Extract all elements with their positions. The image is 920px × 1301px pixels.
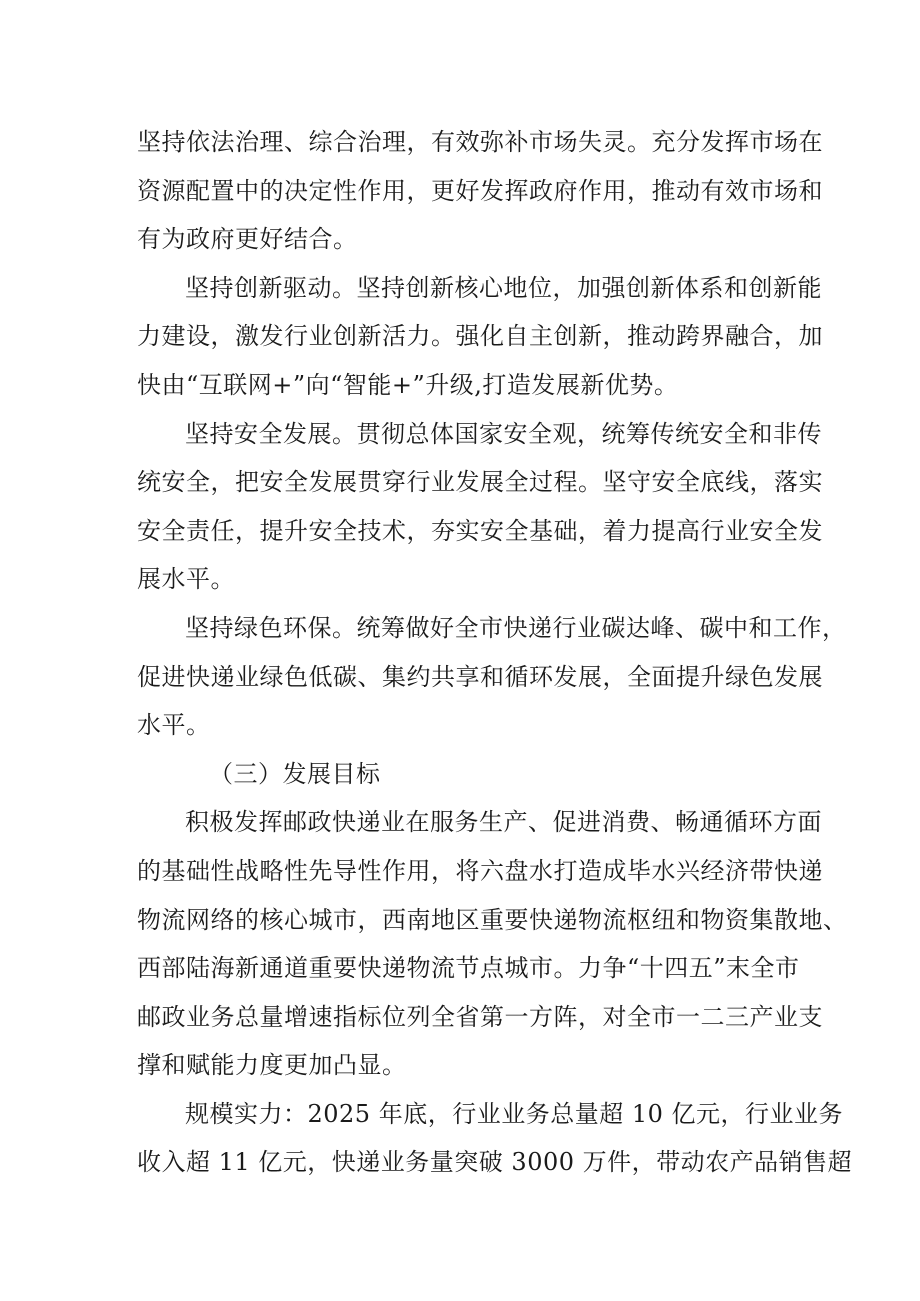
text-line: 资源配置中的决定性作用，更好发挥政府作用，推动有效市场和	[137, 176, 823, 205]
text-line: 邮政业务总量增速指标位列全省第一方阵，对全市一二三产业支	[137, 1002, 823, 1031]
paragraph-start-line: 坚持安全发展。贯彻总体国家安全观，统筹传统安全和非传	[185, 419, 822, 448]
document-body	[137, 118, 853, 1187]
text-line: 西部陆海新通道重要快递物流节点城市。力争“十四五”末全市	[137, 954, 800, 983]
text-line: 有为政府更好结合。	[137, 225, 358, 254]
paragraph-start-line: 坚持创新驱动。坚持创新核心地位，加强创新体系和创新能	[185, 273, 822, 302]
text-line: 安全责任，提升安全技术，夯实安全基础，着力提高行业安全发	[137, 516, 823, 545]
text-line: 水平。	[137, 711, 211, 740]
paragraph-start-line: 规模实力：2025 年底，行业业务总量超 10 亿元，行业业务	[185, 1099, 844, 1128]
text-line: 展水平。	[137, 565, 235, 594]
text-line: 的基础性战略性先导性作用，将六盘水打造成毕水兴经济带快递	[137, 856, 823, 885]
text-line: 促进快递业绿色低碳、集约共享和循环发展，全面提升绿色发展	[137, 662, 823, 691]
text-line: 收入超 11 亿元，快递业务量突破 3000 万件，带动农产品销售超	[137, 1148, 853, 1177]
text-line: 撑和赋能力度更加凸显。	[137, 1051, 407, 1080]
text-line: 力建设，激发行业创新活力。强化自主创新，推动跨界融合，加	[137, 322, 823, 351]
text-line: 物流网络的核心城市，西南地区重要快递物流枢纽和物资集散地、	[137, 905, 848, 934]
text-line: 坚持依法治理、综合治理，有效弥补市场失灵。充分发挥市场在	[137, 128, 823, 156]
text-line: 统安全，把安全发展贯穿行业发展全过程。坚守安全底线，落实	[137, 468, 823, 497]
paragraph-start-line: 坚持绿色环保。统筹做好全市快递行业碳达峰、碳中和工作，	[185, 613, 847, 642]
section-heading: （三）发展目标	[209, 759, 381, 788]
text-line: 快由“互联网+”向“智能+”升级,打造发展新优势。	[137, 370, 679, 399]
paragraph-start-line: 积极发挥邮政快递业在服务生产、促进消费、畅通循环方面	[185, 808, 822, 837]
